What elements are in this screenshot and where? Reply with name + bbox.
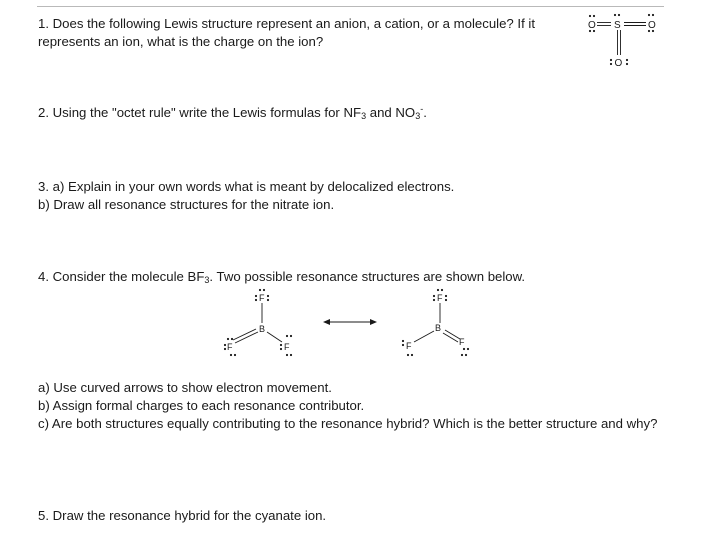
question-5: 5. Draw the resonance hybrid for the cyanate ion. [38, 508, 327, 523]
question-2 [38, 104, 427, 122]
so3-oxygen-bottom: O [614, 58, 623, 69]
question-1 [38, 15, 535, 51]
bf3-left-fluorine-left: F [227, 342, 233, 352]
question-2-nf-subscript: 3 [361, 111, 367, 121]
question-4-parts [38, 379, 678, 433]
question-1-line-2: represents an ion, what is the charge on the ion? [38, 34, 324, 49]
question-4-suffix: . Two possible resonance structures are shown below. [209, 269, 526, 284]
so3-oxygen-right: O [648, 20, 656, 31]
so3-sulfur: S [614, 20, 621, 31]
question-2-no-charge: - [420, 104, 424, 114]
bf3-right-fluorine-left: F [406, 341, 412, 351]
bf3-structure-right [400, 287, 480, 359]
bf3-right-boron: B [435, 323, 442, 333]
question-2-prefix: 2. Using the "octet rule" write the Lewis formulas for NF [38, 105, 362, 120]
bf3-left-boron: B [259, 324, 266, 334]
bf3-right-fluorine-top: F [437, 293, 443, 303]
bf3-structure-left [222, 287, 302, 359]
bf3-left-fluorine-top: F [259, 293, 265, 303]
question-2-middle: and NO [366, 105, 416, 120]
so3-lewis-structure [585, 12, 665, 72]
resonance-arrow [322, 316, 378, 328]
question-4-part-a: a) Use curved arrows to show electron movement. [38, 380, 332, 395]
question-4 [38, 268, 525, 286]
question-2-no-subscript: 3 [415, 111, 421, 121]
question-3-part-b: b) Draw all resonance structures for the nitrate ion. [38, 197, 335, 212]
question-4-prefix: 4. Consider the molecule BF [38, 269, 205, 284]
top-rule [37, 6, 664, 7]
question-3-part-a: 3. a) Explain in your own words what is meant by delocalized electrons. [38, 179, 455, 194]
question-4-part-c: c) Are both structures equally contributing to the resonance hybrid? Which is the better structure and why? [38, 416, 658, 431]
so3-oxygen-left: O [588, 20, 596, 31]
question-4-part-b: b) Assign formal charges to each resonance contributor. [38, 398, 365, 413]
bf3-left-fluorine-right: F [284, 342, 290, 352]
question-1-line-1: 1. Does the following Lewis structure represent an anion, a cation, or a molecule? If it [38, 16, 535, 31]
question-4-bf-subscript: 3 [204, 275, 210, 285]
question-2-suffix: . [423, 105, 427, 120]
question-3 [38, 178, 454, 214]
bf3-right-fluorine-right: F [459, 337, 465, 347]
